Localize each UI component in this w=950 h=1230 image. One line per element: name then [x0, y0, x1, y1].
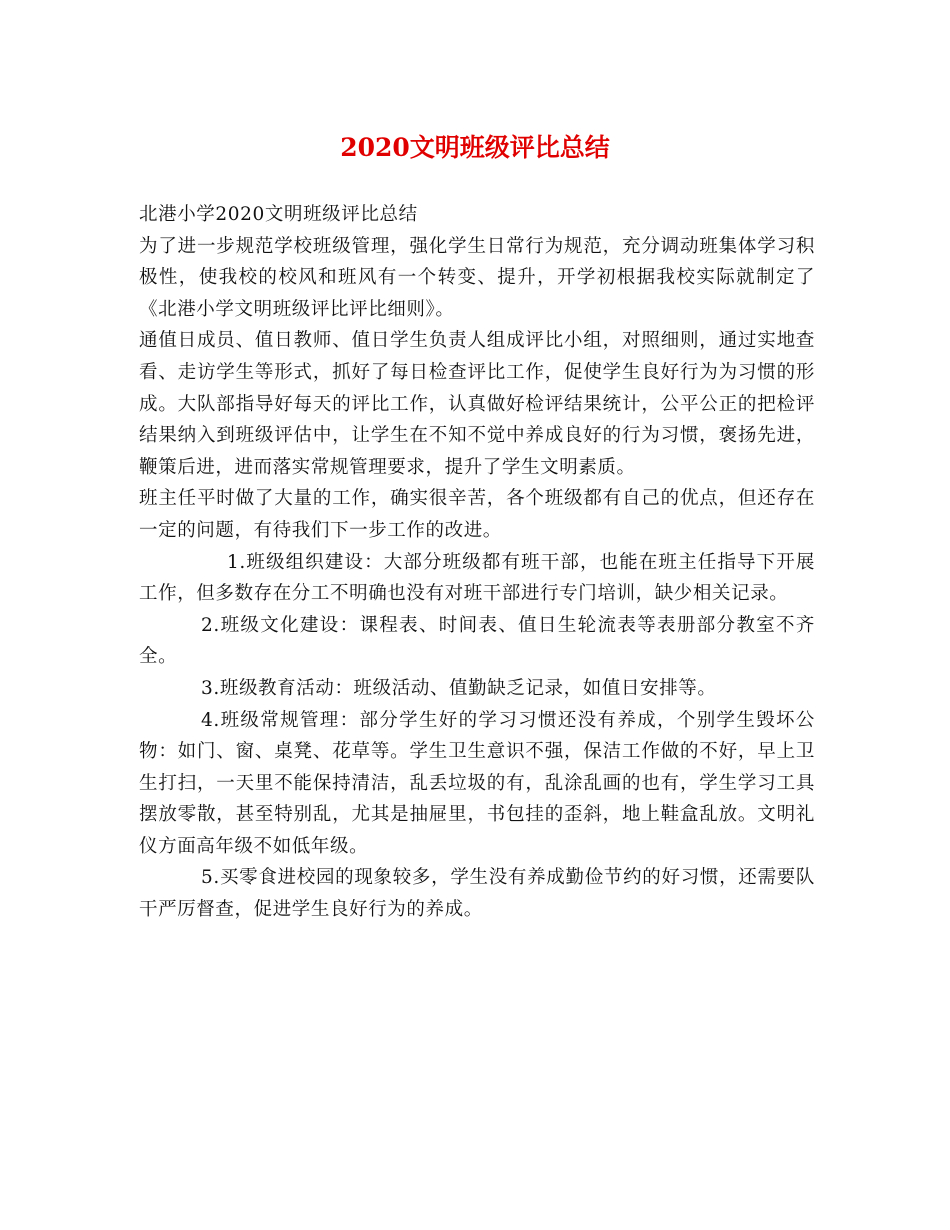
teacher-paragraph: 班主任平时做了大量的工作，确实很辛苦，各个班级都有自己的优点，但还存在一定的问题，有待我们下一步工作的改进。: [139, 488, 815, 541]
document-body: [139, 199, 815, 926]
issue-item-2: 2.班级文化建设：课程表、时间表、值日生轮流表等表册部分教室不齐全。: [139, 614, 815, 668]
evaluation-paragraph: 通值日成员、值日教师、值日学生负责人组成评比小组，对照细则，通过实地查看、走访学生等形式，抓好了每日检查评比工作，促使学生良好行为为习惯的形成。大队部指导好每天的评比工作，认真做好检评结果统计，公平公正的把检评结果纳入到班级评估中，让学生在不知不觉中养成良好的行为习惯，褒扬先进，鞭策后进，进而落实常规管理要求，提升了学生文明素质。: [139, 330, 815, 478]
document-title: 2020文明班级评比总结: [340, 133, 610, 162]
issue-item-1: 1.班级组织建设：大部分班级都有班干部，也能在班主任指导下开展工作，但多数存在分工不明确也没有对班干部进行专门培训，缺少相关记录。: [139, 551, 815, 605]
intro-paragraph: 为了进一步规范学校班级管理，强化学生日常行为规范，充分调动班集体学习积极性，使我校的校风和班风有一个转变、提升，开学初根据我校实际就制定了《北港小学文明班级评比评比细则》。: [139, 235, 815, 320]
issue-item-3: 3.班级教育活动：班级活动、值勤缺乏记录，如值日安排等。: [201, 677, 717, 699]
issue-item-4: 4.班级常规管理：部分学生好的学习习惯还没有养成，个别学生毁坏公物：如门、窗、桌凳、花草等。学生卫生意识不强，保洁工作做的不好，早上卫生打扫，一天里不能保持清洁，乱丢垃圾的有，乱涂乱画的也有，学生学习工具摆放零散，甚至特别乱，尤其是抽屉里，书包挂的歪斜，地上鞋盒乱放。文明礼仪方面高年级不如低年级。: [139, 709, 815, 857]
issue-item-5: 5.买零食进校园的现象较多，学生没有养成勤俭节约的好习惯，还需要队干严厉督查，促进学生良好行为的养成。: [139, 867, 815, 921]
subtitle-paragraph: 北港小学2020文明班级评比总结: [139, 204, 418, 225]
